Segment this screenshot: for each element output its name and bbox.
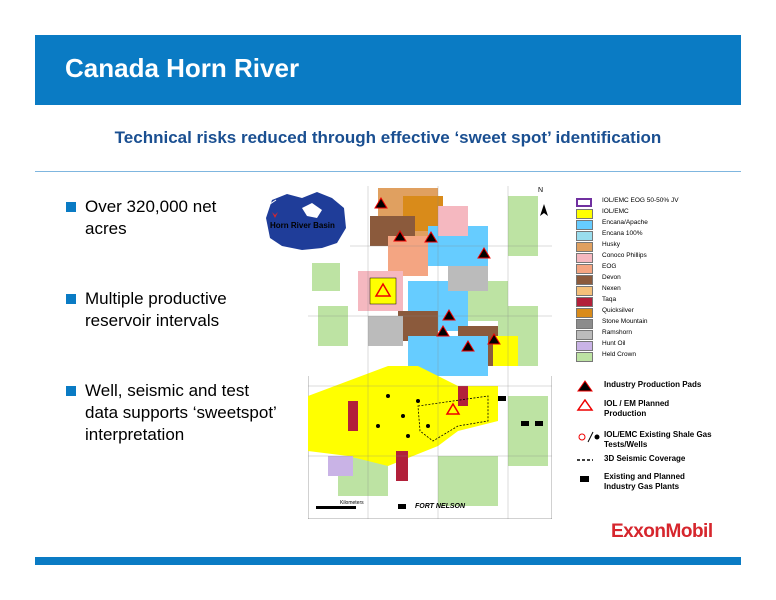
bullet-text: Multiple productive	[85, 289, 227, 308]
legend-swatch	[576, 286, 593, 296]
legend-swatch	[576, 209, 593, 219]
legend-label: EOG	[602, 263, 617, 270]
slide-title: Canada Horn River	[65, 53, 300, 83]
legend-item	[576, 197, 746, 208]
gas-plant-icon	[576, 472, 594, 484]
legend-item	[576, 340, 746, 351]
legend-item	[576, 296, 746, 307]
legend-label: Quicksilver	[602, 307, 634, 314]
bullet-text: Well, seismic and test	[85, 381, 250, 400]
legend-swatch	[576, 275, 593, 285]
legend-swatch	[576, 319, 593, 329]
legend-item	[576, 241, 746, 252]
map-legend	[576, 197, 746, 362]
legend-label: Husky	[602, 241, 621, 248]
bullet-text: acres	[85, 219, 127, 238]
bullet-text: data supports ‘sweetspot’	[85, 403, 277, 422]
legend-swatch	[576, 341, 593, 351]
legend-swatch	[576, 231, 593, 241]
legend-label: Encana 100%	[602, 230, 643, 237]
legend-item	[576, 263, 746, 274]
legend-label: Hunt Oil	[602, 340, 626, 347]
inset-label: Horn River Basin	[270, 221, 335, 230]
legend-swatch	[576, 253, 593, 263]
bullet-intervals	[66, 288, 311, 332]
legend-label: Stone Mountain	[602, 318, 648, 325]
legend-label: Encana/Apache	[602, 219, 648, 226]
legend-label: Devon	[602, 274, 621, 281]
legend-swatch	[576, 297, 593, 307]
legend-label: Ramshorn	[602, 329, 632, 336]
legend-swatch	[576, 330, 593, 340]
legend-swatch	[576, 220, 593, 230]
legend-label: Held Crown	[602, 351, 636, 358]
legend-swatch	[576, 198, 592, 207]
bullet-seismic	[66, 380, 311, 446]
filled-triangle-icon	[576, 380, 594, 392]
slide-subtitle: Technical risks reduced through effective ‘sweet spot’ identification	[114, 128, 662, 147]
legend-label: Nexen	[602, 285, 621, 292]
scale-label: Kilometers	[340, 500, 364, 506]
legend-item	[576, 307, 746, 318]
bullet-square-icon	[66, 294, 76, 304]
dashed-line-icon	[576, 454, 594, 466]
legend-item	[576, 208, 746, 219]
legend-label: Taqa	[602, 296, 617, 303]
fort-nelson-label: FORT NELSON	[415, 503, 466, 510]
legend-swatch	[576, 352, 593, 362]
legend-item	[576, 230, 746, 241]
legend-label: IOL/EMC	[602, 208, 629, 215]
title-banner	[35, 35, 741, 105]
legend-item	[576, 329, 746, 340]
outlined-triangle-icon	[576, 399, 594, 411]
north-label: N	[538, 187, 544, 194]
legend-label: Conoco Phillips	[602, 252, 647, 259]
legend-item	[576, 285, 746, 296]
bullet-text: interpretation	[85, 425, 185, 444]
exxonmobil-logo: ExxonMobil	[611, 521, 713, 542]
footer-bar	[35, 557, 741, 565]
legend-swatch	[576, 308, 593, 318]
legend-item	[576, 274, 746, 285]
well-symbol-icon	[576, 430, 600, 444]
legend-item	[576, 318, 746, 329]
bullet-square-icon	[66, 386, 76, 396]
legend-item	[576, 219, 746, 230]
bullet-text: reservoir intervals	[85, 311, 220, 330]
legend-swatch	[576, 264, 593, 274]
bullet-text: Over 320,000 net	[85, 197, 217, 216]
legend-item	[576, 252, 746, 263]
bullet-square-icon	[66, 202, 76, 212]
divider-line	[35, 171, 741, 172]
legend-label: IOL/EMC EOG 50-50% JV	[602, 197, 679, 204]
legend-item	[576, 351, 746, 362]
legend-swatch	[576, 242, 593, 252]
